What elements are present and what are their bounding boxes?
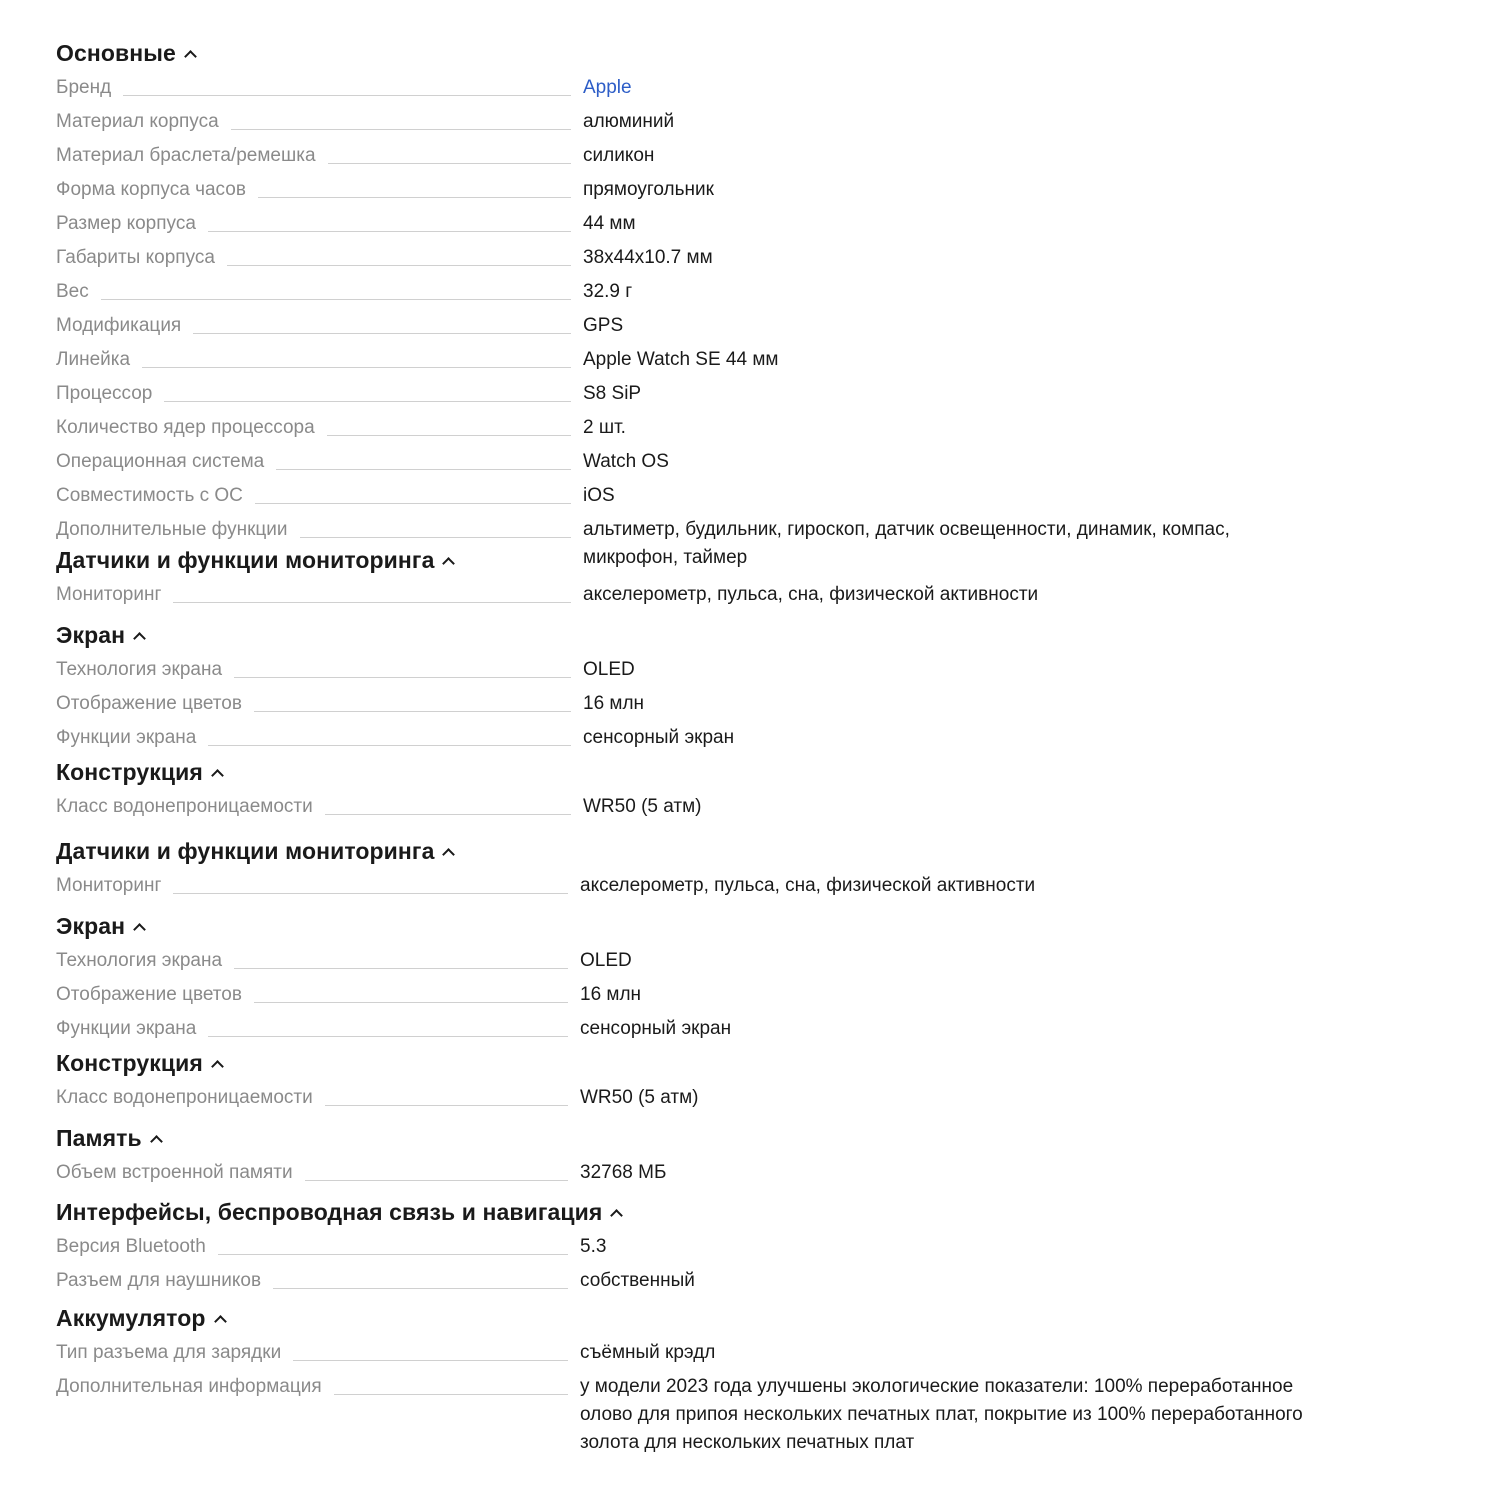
spec-list xyxy=(56,659,1356,752)
spec-value: силикон xyxy=(583,145,655,166)
leader-line xyxy=(193,333,571,334)
leader-line xyxy=(227,265,571,266)
spec-value: собственный xyxy=(580,1270,695,1291)
spec-value: 44 мм xyxy=(583,213,636,234)
leader-line xyxy=(101,299,571,300)
spec-value: Watch OS xyxy=(583,451,669,472)
section-title: Конструкция xyxy=(56,1050,203,1076)
spec-list xyxy=(56,875,1356,900)
section-main xyxy=(56,40,1356,572)
spec-label: Бренд xyxy=(56,77,112,98)
spec-value: у модели 2023 года улучшены экологические показатели: 100% переработанное олово для припоя нескольких печатных плат, покрытие из 100% переработанного золота для нескольких печатных плат xyxy=(580,1376,1303,1453)
spec-row xyxy=(56,349,1356,374)
spec-row xyxy=(56,693,1356,718)
spec-row xyxy=(56,659,1356,684)
spec-label: Материал корпуса xyxy=(56,111,219,132)
spec-label: Модификация xyxy=(56,315,182,336)
section-title: Датчики и функции мониторинга xyxy=(56,547,435,573)
leader-line xyxy=(258,197,571,198)
section-construction-2 xyxy=(56,1050,1356,1112)
spec-value: 32768 МБ xyxy=(580,1162,667,1183)
spec-label: Тип разъема для зарядки xyxy=(56,1342,282,1363)
chevron-up-icon xyxy=(133,632,146,645)
section-header-screen[interactable] xyxy=(56,622,1356,648)
section-header-main[interactable] xyxy=(56,40,1356,66)
spec-label: Совместимость с ОС xyxy=(56,485,243,506)
spec-value: 16 млн xyxy=(580,984,642,1005)
leader-line xyxy=(208,231,571,232)
section-header-construction-2[interactable] xyxy=(56,1050,1356,1076)
spec-row xyxy=(56,1162,1356,1187)
spec-label: Процессор xyxy=(56,383,153,404)
section-title: Аккумулятор xyxy=(56,1305,206,1331)
leader-line xyxy=(276,469,571,470)
spec-row-brand xyxy=(56,77,1356,102)
spec-row xyxy=(56,584,1356,609)
spec-row xyxy=(56,727,1356,752)
chevron-up-icon xyxy=(443,848,456,861)
spec-label: Габариты корпуса xyxy=(56,247,215,268)
spec-row xyxy=(56,984,1356,1009)
leader-line xyxy=(325,1105,568,1106)
leader-line xyxy=(173,602,571,603)
spec-value: альтиметр, будильник, гироскоп, датчик освещенности, динамик, компас, микрофон, таймер xyxy=(583,519,1230,568)
leader-line xyxy=(208,745,571,746)
leader-line xyxy=(305,1180,568,1181)
section-sensors-2 xyxy=(56,838,1356,900)
spec-value: GPS xyxy=(583,315,624,336)
spec-value: акселерометр, пульса, сна, физической активности xyxy=(580,875,1036,896)
chevron-up-icon xyxy=(184,50,197,63)
spec-label: Технология экрана xyxy=(56,950,223,971)
section-header-sensors-2[interactable] xyxy=(56,838,1356,864)
chevron-up-icon xyxy=(443,557,456,570)
spec-value: сенсорный экран xyxy=(583,727,735,748)
chevron-up-icon xyxy=(211,769,224,782)
leader-line xyxy=(255,503,571,504)
leader-line xyxy=(231,129,571,130)
leader-line xyxy=(300,537,571,538)
spec-list xyxy=(56,1087,1356,1112)
spec-value: S8 SiP xyxy=(583,383,642,404)
section-header-screen-2[interactable] xyxy=(56,913,1356,939)
chevron-up-icon xyxy=(611,1209,624,1222)
section-construction xyxy=(56,759,1356,821)
spec-row xyxy=(56,1018,1356,1043)
spec-row xyxy=(56,315,1356,340)
spec-list xyxy=(56,1342,1356,1457)
spec-list xyxy=(56,950,1356,1043)
spec-label: Функции экрана xyxy=(56,1018,197,1039)
spec-label: Дополнительная информация xyxy=(56,1376,322,1397)
spec-label: Мониторинг xyxy=(56,875,162,896)
leader-line xyxy=(334,1394,568,1395)
section-title: Память xyxy=(56,1125,142,1151)
spec-label: Разъем для наушников xyxy=(56,1270,262,1291)
spec-label: Размер корпуса xyxy=(56,213,196,234)
spec-value: OLED xyxy=(583,659,635,680)
spec-value: WR50 (5 атм) xyxy=(583,796,702,817)
chevron-up-icon xyxy=(214,1315,227,1328)
spec-label: Отображение цветов xyxy=(56,693,242,714)
spec-row xyxy=(56,1376,1356,1457)
spec-row xyxy=(56,281,1356,306)
spec-row xyxy=(56,1236,1356,1261)
leader-line xyxy=(164,401,571,402)
section-battery xyxy=(56,1305,1356,1457)
spec-row xyxy=(56,213,1356,238)
spec-list xyxy=(56,584,1356,609)
spec-value: съёмный крэдл xyxy=(580,1342,716,1363)
spec-label: Отображение цветов xyxy=(56,984,242,1005)
spec-list xyxy=(56,1162,1356,1187)
spec-list xyxy=(56,1236,1356,1295)
leader-line xyxy=(208,1036,568,1037)
spec-row xyxy=(56,1087,1356,1112)
section-memory xyxy=(56,1125,1356,1187)
spec-label: Функции экрана xyxy=(56,727,197,748)
leader-line xyxy=(327,435,571,436)
spec-value: iOS xyxy=(583,485,615,506)
spec-value: 16 млн xyxy=(583,693,645,714)
spec-value: OLED xyxy=(580,950,632,971)
leader-line xyxy=(254,1002,568,1003)
section-screen-2 xyxy=(56,913,1356,1043)
spec-row xyxy=(56,145,1356,170)
leader-line xyxy=(328,163,571,164)
spec-label: Операционная система xyxy=(56,451,265,472)
section-interfaces xyxy=(56,1199,1356,1295)
spec-label: Мониторинг xyxy=(56,584,162,605)
spec-value: алюминий xyxy=(583,111,675,132)
spec-value: 32.9 г xyxy=(583,281,633,302)
spec-label: Технология экрана xyxy=(56,659,223,680)
spec-row xyxy=(56,1342,1356,1367)
spec-row xyxy=(56,417,1356,442)
leader-line xyxy=(123,95,571,96)
section-title: Основные xyxy=(56,40,176,66)
spec-label: Линейка xyxy=(56,349,131,370)
leader-line xyxy=(293,1360,568,1361)
spec-row xyxy=(56,796,1356,821)
spec-value: Apple Watch SE 44 мм xyxy=(583,349,779,370)
section-title: Экран xyxy=(56,622,126,648)
brand-link[interactable]: Apple xyxy=(583,77,632,98)
spec-list xyxy=(56,796,1356,821)
spec-row xyxy=(56,875,1356,900)
spec-row xyxy=(56,1270,1356,1295)
chevron-up-icon xyxy=(211,1060,224,1073)
section-sensors xyxy=(56,547,1356,609)
spec-list xyxy=(56,77,1356,572)
section-title: Интерфейсы, беспроводная связь и навигация xyxy=(56,1199,603,1225)
chevron-up-icon xyxy=(150,1135,163,1148)
leader-line xyxy=(173,893,568,894)
spec-label: Форма корпуса часов xyxy=(56,179,246,200)
section-header-construction[interactable] xyxy=(56,759,1356,785)
section-title: Экран xyxy=(56,913,126,939)
spec-label: Материал браслета/ремешка xyxy=(56,145,316,166)
spec-row xyxy=(56,485,1356,510)
section-header-memory[interactable] xyxy=(56,1125,1356,1151)
spec-label: Дополнительные функции xyxy=(56,519,288,540)
spec-value: прямоугольник xyxy=(583,179,714,200)
leader-line xyxy=(218,1254,568,1255)
spec-value: 5.3 xyxy=(580,1236,607,1257)
spec-row xyxy=(56,451,1356,476)
spec-value: сенсорный экран xyxy=(580,1018,732,1039)
spec-row xyxy=(56,383,1356,408)
leader-line xyxy=(325,814,571,815)
section-header-sensors[interactable] xyxy=(56,547,1356,573)
spec-row xyxy=(56,247,1356,272)
spec-row xyxy=(56,950,1356,975)
spec-label: Вес xyxy=(56,281,89,302)
section-header-battery[interactable] xyxy=(56,1305,1356,1331)
spec-row xyxy=(56,179,1356,204)
spec-label: Класс водонепроницаемости xyxy=(56,1087,313,1108)
spec-label: Класс водонепроницаемости xyxy=(56,796,313,817)
chevron-up-icon xyxy=(133,923,146,936)
leader-line xyxy=(234,968,568,969)
leader-line xyxy=(254,711,571,712)
section-header-interfaces[interactable] xyxy=(56,1199,1356,1225)
leader-line xyxy=(273,1288,568,1289)
spec-label: Объем встроенной памяти xyxy=(56,1162,293,1183)
spec-row xyxy=(56,111,1356,136)
section-title: Конструкция xyxy=(56,759,203,785)
spec-value: 2 шт. xyxy=(583,417,626,438)
leader-line xyxy=(234,677,571,678)
spec-value: 38x44x10.7 мм xyxy=(583,247,713,268)
spec-label: Версия Bluetooth xyxy=(56,1236,206,1257)
section-screen xyxy=(56,622,1356,752)
spec-label: Количество ядер процессора xyxy=(56,417,315,438)
leader-line xyxy=(142,367,571,368)
section-title: Датчики и функции мониторинга xyxy=(56,838,435,864)
spec-value: WR50 (5 атм) xyxy=(580,1087,699,1108)
spec-value: акселерометр, пульса, сна, физической активности xyxy=(583,584,1039,605)
